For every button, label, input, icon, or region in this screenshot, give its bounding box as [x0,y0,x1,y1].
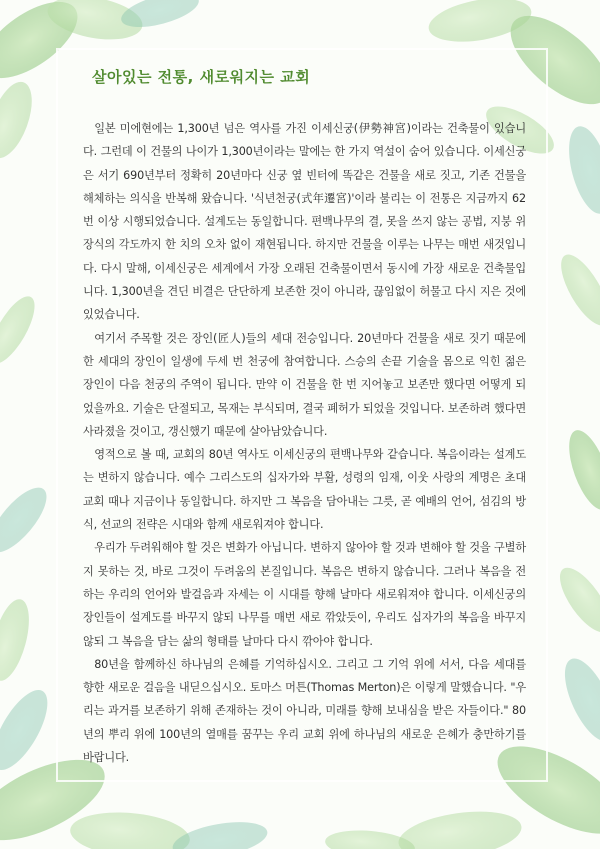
paragraph: 여기서 주목할 것은 장인(匠人)들의 세대 전승입니다. 20년마다 건물을 새로 짓기 때문에 한 세대의 장인이 일생에 두세 번 천궁에 참여합니다. 스승의 손끝 기술을 몸으로 익힌 젊은 장인이 다음 천궁의 주역이 됩니다. 만약 이 건물을 한 번 지어놓고 보존만 했다면 어떻게 되었을까요. 기술은 단절되고, 목재는 부식되며, 결국 폐허가 되었을 것입니다. 보존하려 했다면 사라졌을 것이고, 갱신했기 때문에 살아남았습니다. [83,331,526,438]
document-title: 살아있는 전통, 새로워지는 교회 [92,68,311,86]
paragraph: 우리가 두려워해야 할 것은 변화가 아닙니다. 변하지 않아야 할 것과 변해야 할 것을 구별하지 못하는 것, 바로 그것이 두려움의 본질입니다. 복음은 변하지 않습니다. 그러나 복음을 전하는 우리의 언어와 발걸음과 자세는 이 시대를 향해 날마다 새로워져야 합니다. 이세신궁의 장인들이 설계도를 바꾸지 않되 나무를 매번 새로 깎았듯이, 우리도 십자가의 복음을 바꾸지 않되 그 복음을 담는 삶의 형태를 날마다 다시 깎아야 합니다. [83,541,526,648]
paragraph: 영적으로 볼 때, 교회의 80년 역사도 이세신궁의 편백나무와 같습니다. 복음이라는 설계도는 변하지 않습니다. 예수 그리스도의 십자가와 부활, 성령의 임재, 이웃 사랑의 계명은 초대교회 때나 지금이나 동일합니다. 하지만 그 복음을 담아내는 그릇, 곧 예배의 언어, 섬김의 방식, 선교의 전략은 시대와 함께 새로워져야 합니다. [83,448,526,532]
paragraph: 80년을 함께하신 하나님의 은혜를 기억하십시오. 그리고 그 기억 위에 서서, 다음 세대를 향한 새로운 걸음을 내딛으십시오. 토마스 머튼(Thomas Merton)은 이렇게 말했습니다. "우리는 과거를 보존하기 위해 존재하는 것이 아니라, 미래를 향해 보내심을 받은 자들이다." 80년의 뿌리 위에 100년의 열매를 꿈꾸는 우리 교회 위에 하나님의 새로운 은혜가 충만하기를 바랍니다. [83,657,526,765]
document-body [83,117,526,769]
left-side-leaves [0,290,56,685]
paragraph: 일본 미에현에는 1,300년 넘은 역사를 가진 이세신궁(伊勢神宮)이라는 건축물이 있습니다. 그런데 이 건물의 나이가 1,300년이라는 말에는 한 가지 역설이 숨어 있습니다. 이세신궁은 서기 690년부터 정확히 20년마다 신궁 옆 빈터에 똑같은 건물을 새로 짓고, 기존 건물을 해체하는 의식을 반복해 왔습니다. '식년천궁(式年遷宮)'이라 불리는 이 전통은 지금까지 62번 이상 시행되었습니다. 설계도는 동일합니다. 편백나무의 결, 못을 쓰지 않는 공법, 지붕 위 장식의 각도까지 한 치의 오차 없이 재현됩니다. 하지만 건물을 이루는 나무는 매번 새것입니다. 다시 말해, 이세신궁은 세계에서 가장 오래된 건축물이면서 동시에 가장 새로운 건축물입니다. 1,300년을 견딘 비결은 단단하게 보존한 것이 아니라, 끊임없이 허물고 다시 지은 것에 있었습니다. [83,122,526,322]
right-side-leaves [551,425,600,640]
